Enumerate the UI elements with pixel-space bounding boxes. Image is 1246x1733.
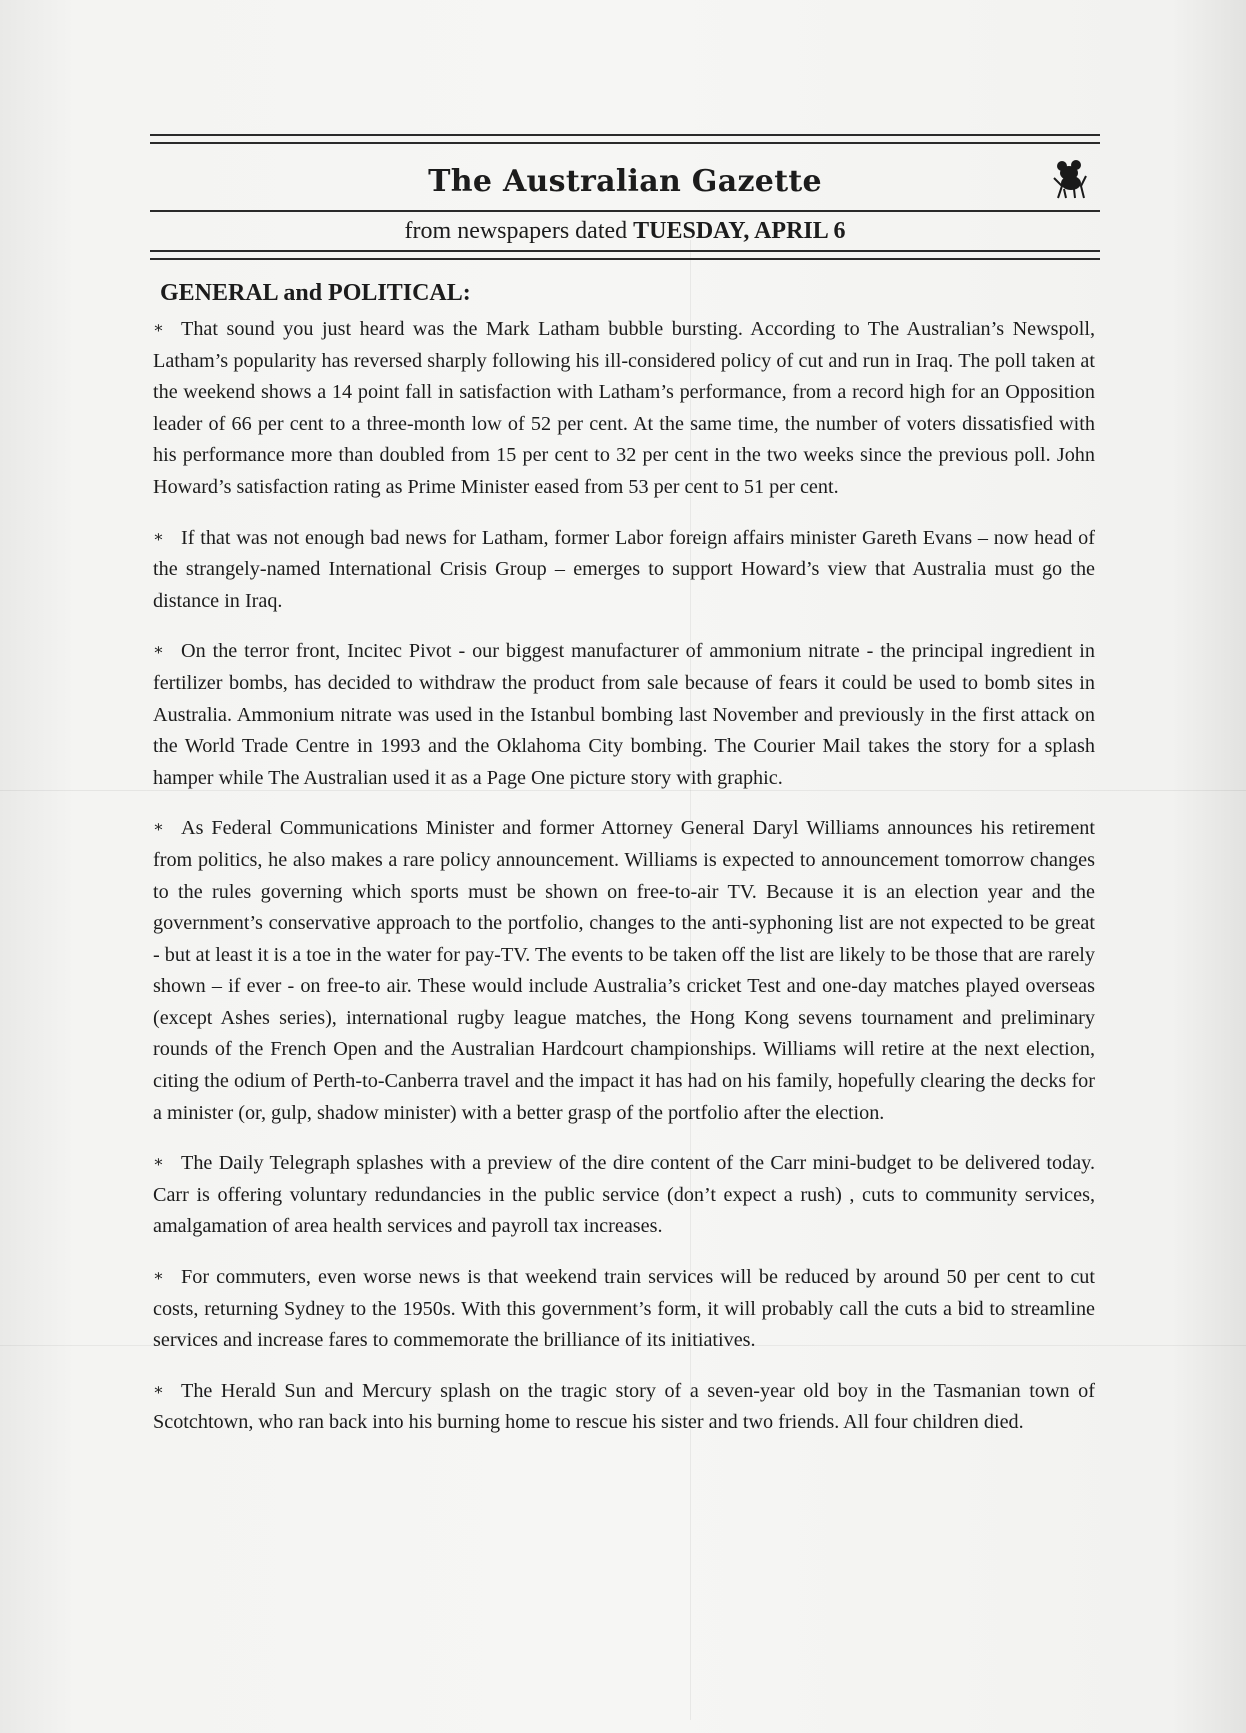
news-item <box>153 812 1095 1129</box>
news-item-text: That sound you just heard was the Mark Latham bubble bursting. According to The Australian’s Newspoll, Latham’s popularity has reversed sharply following his ill-considered policy of cut and run in Iraq. The poll taken at the weekend shows a 14 point fall in satisfaction with Latham’s performance, from a record high for an Opposition leader of 66 per cent to a three-month low of 52 per cent. At the same time, the number of voters dissatisfied with his performance more than doubled from 15 per cent to 32 per cent in the two weeks since the previous poll. John Howard’s satisfaction rating as Prime Minister eased from 53 per cent to 51 per cent. <box>153 318 1095 498</box>
bullet-icon: ∗ <box>153 1381 164 1399</box>
bullet-icon: ∗ <box>153 819 164 837</box>
news-item <box>153 1375 1095 1439</box>
bullet-icon: ∗ <box>153 1154 164 1172</box>
masthead <box>150 134 1100 260</box>
koala-icon <box>1048 156 1092 200</box>
bottom-rule <box>150 250 1100 260</box>
news-item <box>153 522 1095 618</box>
news-item-text: On the terror front, Incitec Pivot - our biggest manufacturer of ammonium nitrate - the principal ingredient in fertilizer bombs, has decided to withdraw the product from sale because of fears it could be used to bomb sites in Australia. Ammonium nitrate was used in the Istanbul bombing last November and previously in the first attack on the World Trade Centre in 1993 and the Oklahoma City bombing. The Courier Mail takes the story for a splash hamper while The Australian used it as a Page One picture story with graphic. <box>153 640 1095 789</box>
bullet-icon: ∗ <box>153 642 164 660</box>
dateline-date: TUESDAY, APRIL 6 <box>633 218 846 244</box>
bullet-icon: ∗ <box>153 320 164 337</box>
top-rule <box>150 134 1100 144</box>
news-item <box>153 1261 1095 1357</box>
news-item-text: The Daily Telegraph splashes with a preview of the dire content of the Carr mini-budget to be delivered today. Carr is offering voluntary redundancies in the public service (don’t expect a rush) , cuts to community services, amalgamation of area health services and payroll tax increases. <box>153 1152 1095 1238</box>
dateline-prefix: from newspapers dated <box>404 218 628 244</box>
bullet-icon: ∗ <box>153 1268 164 1286</box>
article-column <box>153 280 1095 1457</box>
bullet-icon: ∗ <box>153 528 164 546</box>
title-row <box>150 144 1100 210</box>
news-item <box>153 635 1095 794</box>
newsletter-title: The Australian Gazette <box>428 164 822 199</box>
news-item-text: The Herald Sun and Mercury splash on the tragic story of a seven-year old boy in the Tasmanian town of Scotchtown, who ran back into his burning home to rescue his sister and two friends. All four children died. <box>153 1379 1095 1434</box>
dateline <box>150 212 1100 250</box>
news-item-text: If that was not enough bad news for Latham, former Labor foreign affairs minister Gareth Evans – now head of the strangely-named International Crisis Group – emerges to support Howard’s view that Australia must go the distance in Iraq. <box>153 526 1095 612</box>
news-item <box>153 313 1095 504</box>
news-item <box>153 1147 1095 1243</box>
section-heading: GENERAL and POLITICAL: <box>160 280 471 306</box>
news-item-text: For commuters, even worse news is that weekend train services will be reduced by around 50 per cent to cut costs, returning Sydney to the 1950s. With this government’s form, it will probably call the cuts a bid to streamline services and increase fares to commemorate the brilliance of its initiatives. <box>153 1266 1095 1352</box>
news-item-text: As Federal Communications Minister and former Attorney General Daryl Williams announces his retirement from politics, he also makes a rare policy announcement. Williams is expected to announcement tomorrow changes to the rules governing which sports must be shown on free-to-air TV. Because it is an election year and the government’s conservative approach to the portfolio, changes to the anti-syphoning list are not expected to be great - but at least it is a toe in the water for pay-TV. The events to be taken off the list are likely to be those that are rarely shown – if ever - on free-to air. These would include Australia’s cricket Test and one-day matches played overseas (except Ashes series), international rugby league matches, the Hong Kong sevens tournament and preliminary rounds of the French Open and the Australian Hardcourt championships. Williams will retire at the next election, citing the odium of Perth-to-Canberra travel and the impact it has had on his family, hopefully clearing the decks for a minister (or, gulp, shadow minister) with a better grasp of the portfolio after the election. <box>153 817 1095 1124</box>
